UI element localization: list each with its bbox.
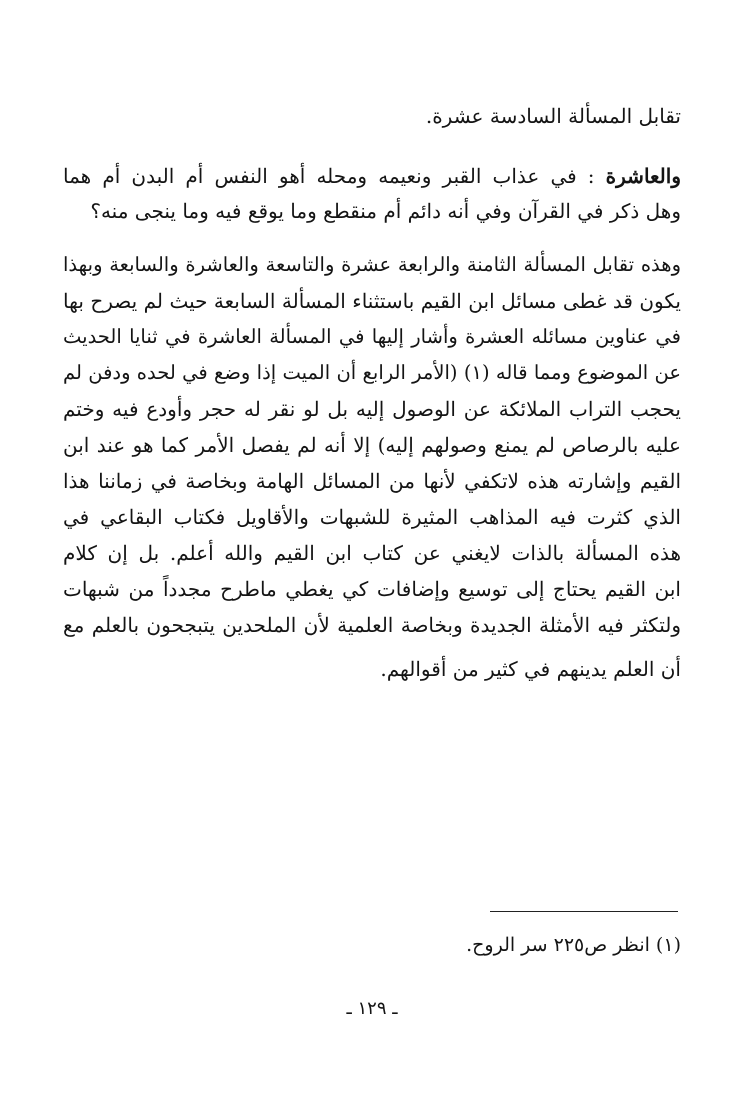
text-line-10: القيم وإشارته هذه لاتكفي لأنها من المسائل الهامة وبخاصة في زماننا هذا xyxy=(63,469,681,493)
text-line-8: يحجب التراب الملائكة عن الوصول إليه بل لو نقر له حجر وأودع فيه وختم xyxy=(63,397,681,421)
text-line-9: عليه بالرصاص لم يمنع وصولهم إليه) إلا أنه لم يفصل الأمر كما هو عند ابن xyxy=(63,433,681,457)
text-line-6: في عناوين مسائله العشرة وأشار إليها في المسألة العاشرة في ثنايا الحديث xyxy=(63,325,681,348)
text-line-14: ولتكثر فيه الأمثلة الجديدة وبخاصة العلمية لأن الملحدين يتبجحون بالعلم مع xyxy=(63,613,681,637)
text-line-5: يكون قد غطى مسائل ابن القيم باستثناء المسألة السابعة حيث لم يصرح بها xyxy=(63,289,681,313)
text-line-12: هذه المسألة بالذات لايغني عن كتاب ابن القيم والله أعلم. بل إن كلام xyxy=(63,541,681,565)
text-line-7: عن الموضوع ومما قاله (١) (الأمر الرابع أن الميت إذا وضع في لحده ودفن لم xyxy=(63,361,681,384)
footnote-text: (١) انظر ص٢٢٥ سر الروح. xyxy=(466,934,681,956)
text-line-11: الذي كثرت فيه المذاهب المثيرة للشبهات والأقاويل فكتاب البقاعي في xyxy=(63,505,681,529)
text-line-1: تقابل المسألة السادسة عشرة. xyxy=(425,104,681,128)
text-line-3: وهل ذكر في القرآن وفي أنه دائم أم منقطع وما يوقع فيه وما ينجى منه؟ xyxy=(90,199,681,223)
page-number: ـ ١٢٩ ـ xyxy=(346,998,398,1019)
footnote-divider xyxy=(490,911,678,912)
text-line-2-rest: : في عذاب القبر ونعيمه ومحله أهو النفس أم البدن أم هما xyxy=(63,164,606,188)
text-line-15: أن العلم يدينهم في كثير من أقوالهم. xyxy=(380,657,681,681)
text-line-2 xyxy=(63,161,681,191)
text-line-4: وهذه تقابل المسألة الثامنة والرابعة عشرة والتاسعة والعاشرة والسابعة وبهذا xyxy=(63,253,681,276)
bold-lead-word: والعاشرة xyxy=(605,164,681,188)
text-line-13: ابن القيم يحتاج إلى توسيع وإضافات كي يغطي ماطرح مجدداً من شبهات xyxy=(63,577,681,601)
